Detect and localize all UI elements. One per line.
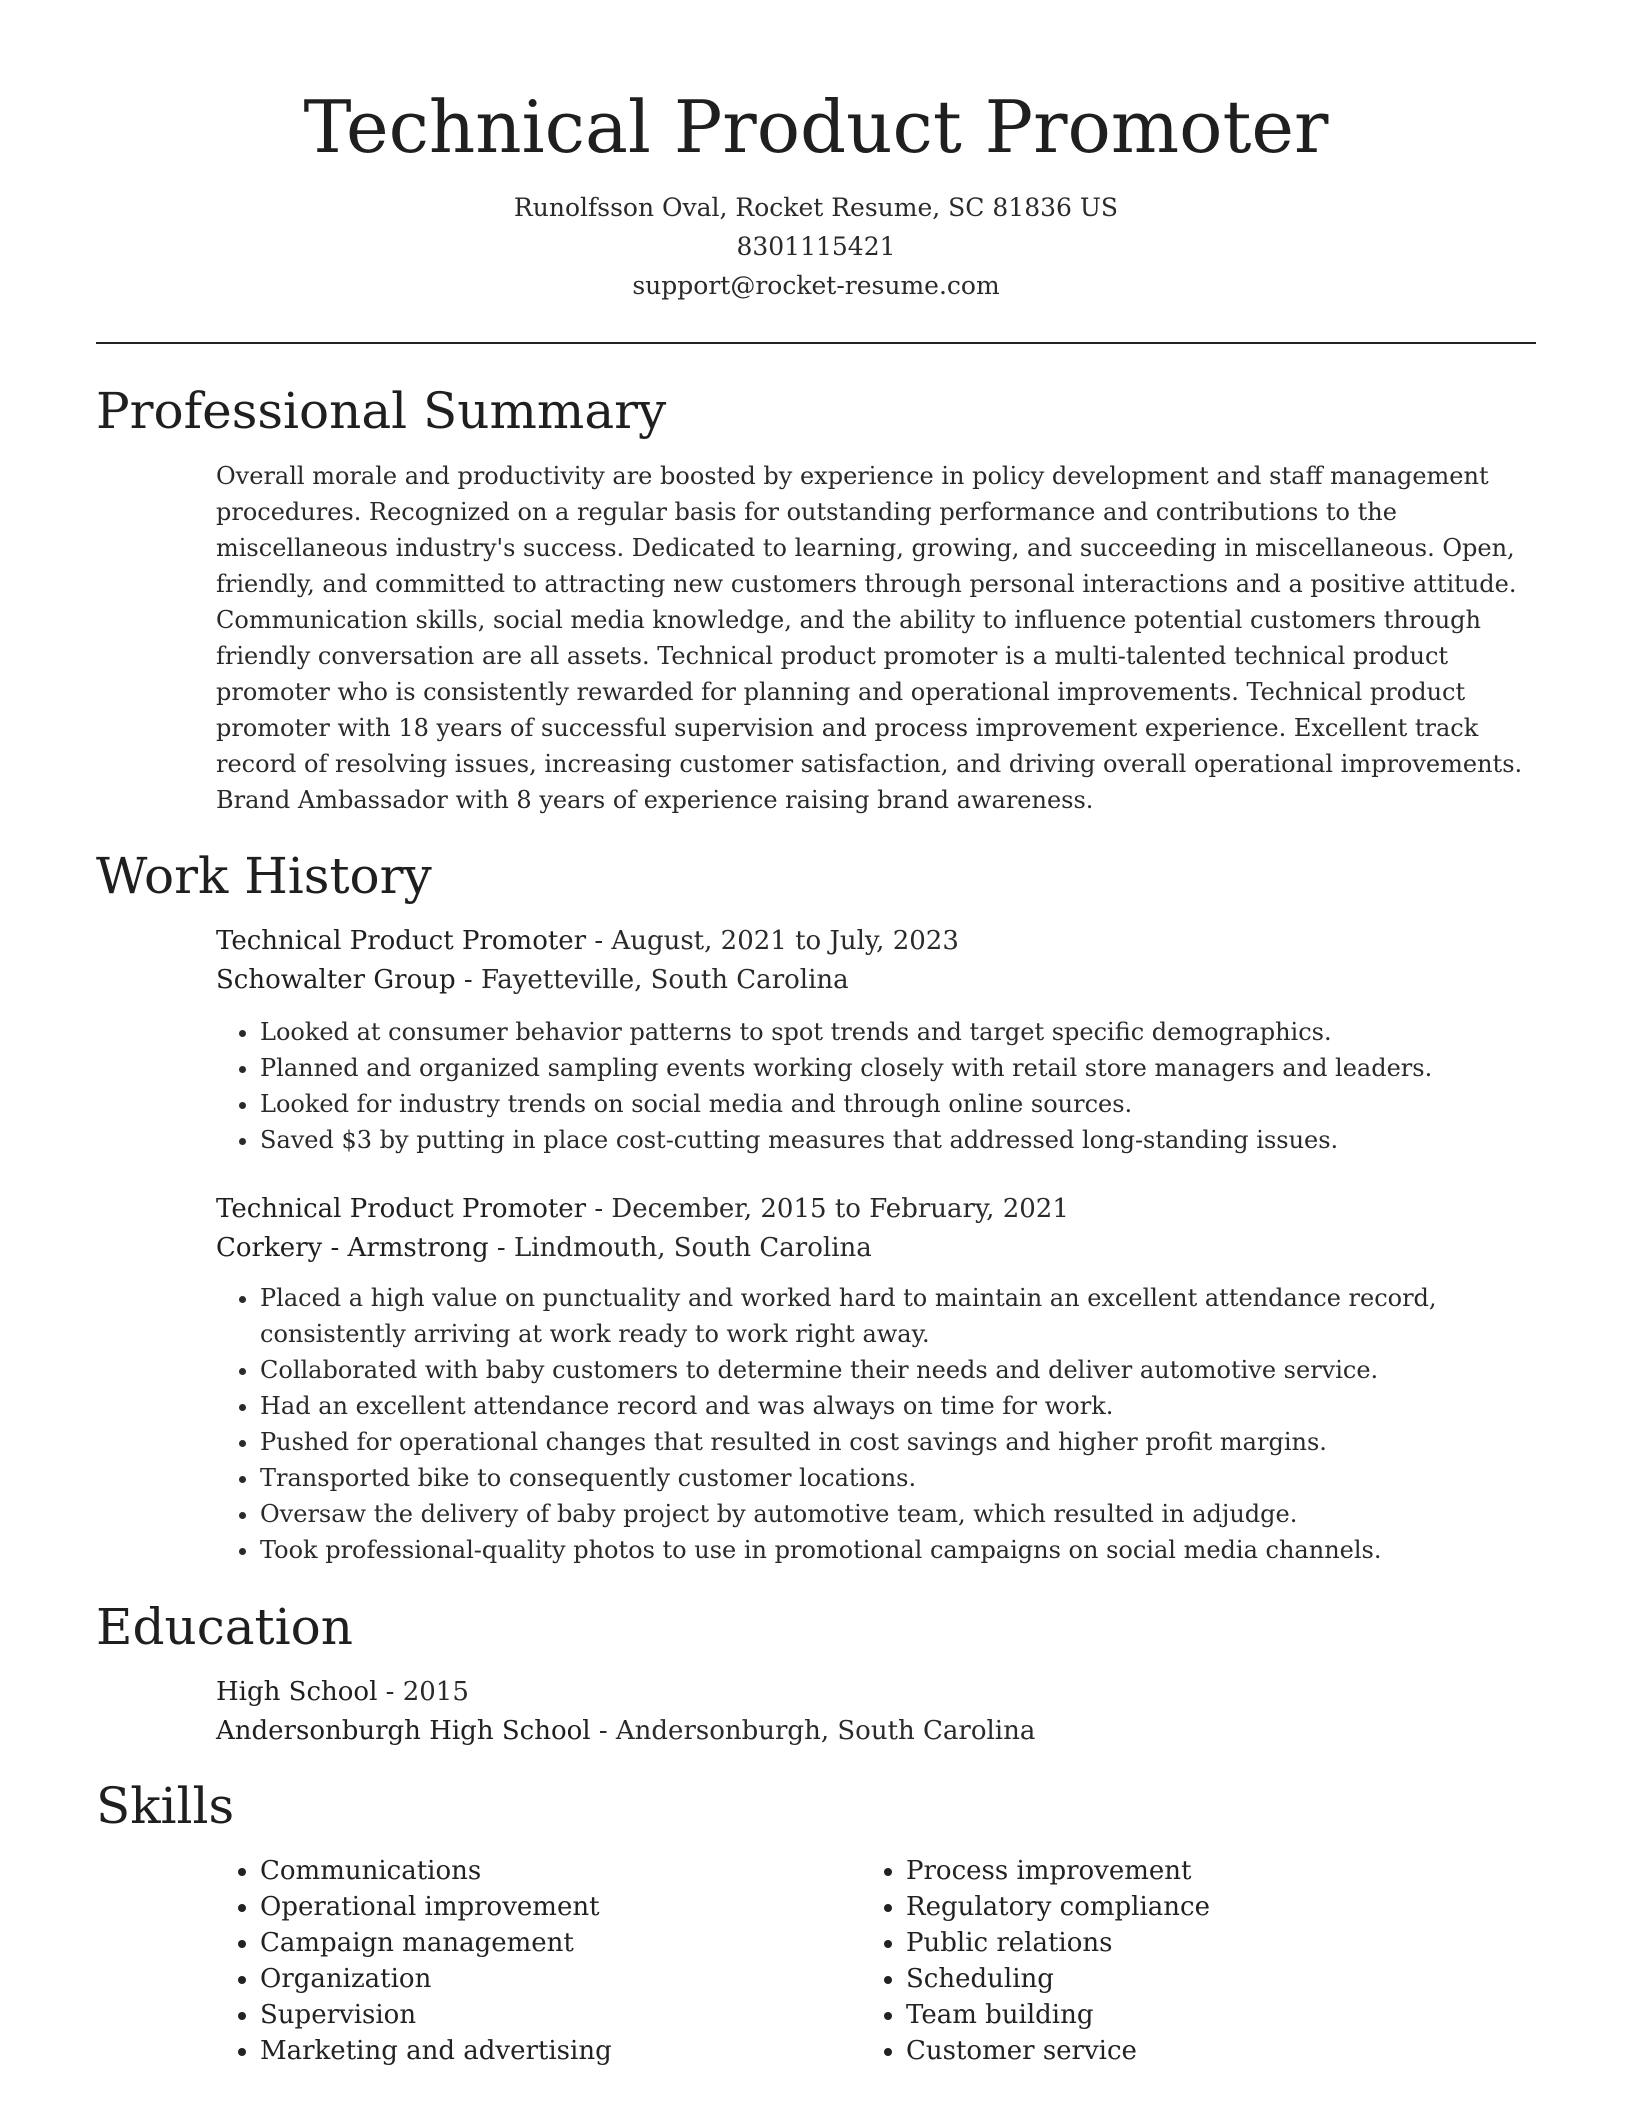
list-item: • Customer service (906, 2033, 1502, 2069)
job-entry (216, 922, 1536, 1158)
email: support@rocket-resume.com (632, 271, 1000, 300)
list-item: • Regulatory compliance (906, 1889, 1502, 1925)
candidate-name: Technical Product Promoter (303, 85, 1329, 169)
job-entry (216, 1190, 1536, 1568)
list-item: • Transported bike to consequently customer locations. (260, 1460, 1536, 1496)
skills-list (862, 1853, 1502, 2069)
list-item: • Process improvement (906, 1853, 1502, 1889)
list-item: • Looked for industry trends on social media and through online sources. (260, 1086, 1536, 1122)
list-item: • Looked at consumer behavior patterns to spot trends and target specific demographics. (260, 1014, 1536, 1050)
education-location: - Andersonburgh, South Carolina (590, 1716, 1036, 1746)
skills-column-right (862, 1853, 1502, 2069)
job-role: Technical Product Promoter (216, 1194, 587, 1224)
list-item: • Scheduling (906, 1961, 1502, 1997)
list-item: • Supervision (260, 1997, 856, 2033)
list-item: • Oversaw the delivery of baby project by automotive team, which resulted in adjudge. (260, 1496, 1536, 1532)
job-dates: - December, 2015 to February, 2021 (586, 1194, 1069, 1224)
resume-header (0, 0, 1632, 305)
job-title-line (216, 922, 1536, 961)
section-title-work: Work History (96, 847, 432, 905)
job-dates: - August, 2021 to July, 2023 (586, 926, 959, 956)
education-entry (216, 1673, 1536, 1751)
list-item: • Campaign management (260, 1925, 856, 1961)
list-item: • Marketing and advertising (260, 2033, 856, 2069)
list-item: • Collaborated with baby customers to determine their needs and deliver automotive service. (260, 1352, 1536, 1388)
job-title-line (216, 1190, 1536, 1229)
list-item: • Communications (260, 1853, 856, 1889)
job-bullets (216, 1014, 1536, 1158)
education-degree: High School (216, 1677, 378, 1707)
job-company-line (216, 1229, 1536, 1268)
education-school: Andersonburgh High School (216, 1716, 591, 1746)
list-item: • Public relations (906, 1925, 1502, 1961)
job-company: Corkery - Armstrong (216, 1233, 489, 1263)
list-item: • Operational improvement (260, 1889, 856, 1925)
address: Runolfsson Oval, Rocket Resume, SC 81836 US (513, 193, 1119, 222)
list-item: • Placed a high value on punctuality and worked hard to maintain an excellent attendance record, consistently arriving at work ready to work right away. (260, 1280, 1536, 1352)
education-school-line (216, 1712, 1536, 1751)
section-title-skills: Skills (96, 1777, 235, 1835)
list-item: • Took professional-quality photos to use in promotional campaigns on social media channels. (260, 1532, 1536, 1568)
contact-block (0, 188, 1632, 305)
list-item: • Saved $3 by putting in place cost-cutting measures that addressed long-standing issues. (260, 1122, 1536, 1158)
summary-section (216, 458, 1536, 818)
summary-text: Overall morale and productivity are boosted by experience in policy development and staff management procedures. Recognized on a regular basis for outstanding performance and contributions to the miscellaneous industry's success. Dedicated to learning, growing, and succeeding in miscellaneous. Open, friendly, and committed to attracting new customers through personal interactions and a positive attitude. Communication skills, social media knowledge, and the ability to influence potential customers through friendly conversation are all assets. Technical product promoter is a multi-talented technical product promoter who is consistently rewarded for planning and operational improvements. Technical product promoter with 18 years of successful supervision and process improvement experience. Excellent track record of resolving issues, increasing customer satisfaction, and driving overall operational improvements. Brand Ambassador with 8 years of experience raising brand awareness. (216, 462, 1523, 814)
job-role: Technical Product Promoter (216, 926, 587, 956)
education-year: - 2015 (377, 1677, 469, 1707)
job-company-line (216, 961, 1536, 1000)
job-company: Schowalter Group (216, 965, 456, 995)
header-divider (96, 342, 1536, 344)
education-degree-line (216, 1673, 1536, 1712)
section-title-education: Education (96, 1598, 353, 1656)
skills-list (216, 1853, 856, 2069)
list-item: • Had an excellent attendance record and was always on time for work. (260, 1388, 1536, 1424)
skills-column-left (216, 1853, 856, 2069)
list-item: • Organization (260, 1961, 856, 1997)
list-item: • Planned and organized sampling events working closely with retail store managers and leaders. (260, 1050, 1536, 1086)
job-location: - Lindmouth, South Carolina (488, 1233, 872, 1263)
phone: 8301115421 (736, 232, 896, 261)
job-bullets (216, 1280, 1536, 1568)
section-title-summary: Professional Summary (96, 382, 667, 440)
job-location: - Fayetteville, South Carolina (455, 965, 849, 995)
list-item: • Pushed for operational changes that resulted in cost savings and higher profit margins. (260, 1424, 1536, 1460)
list-item: • Team building (906, 1997, 1502, 2033)
